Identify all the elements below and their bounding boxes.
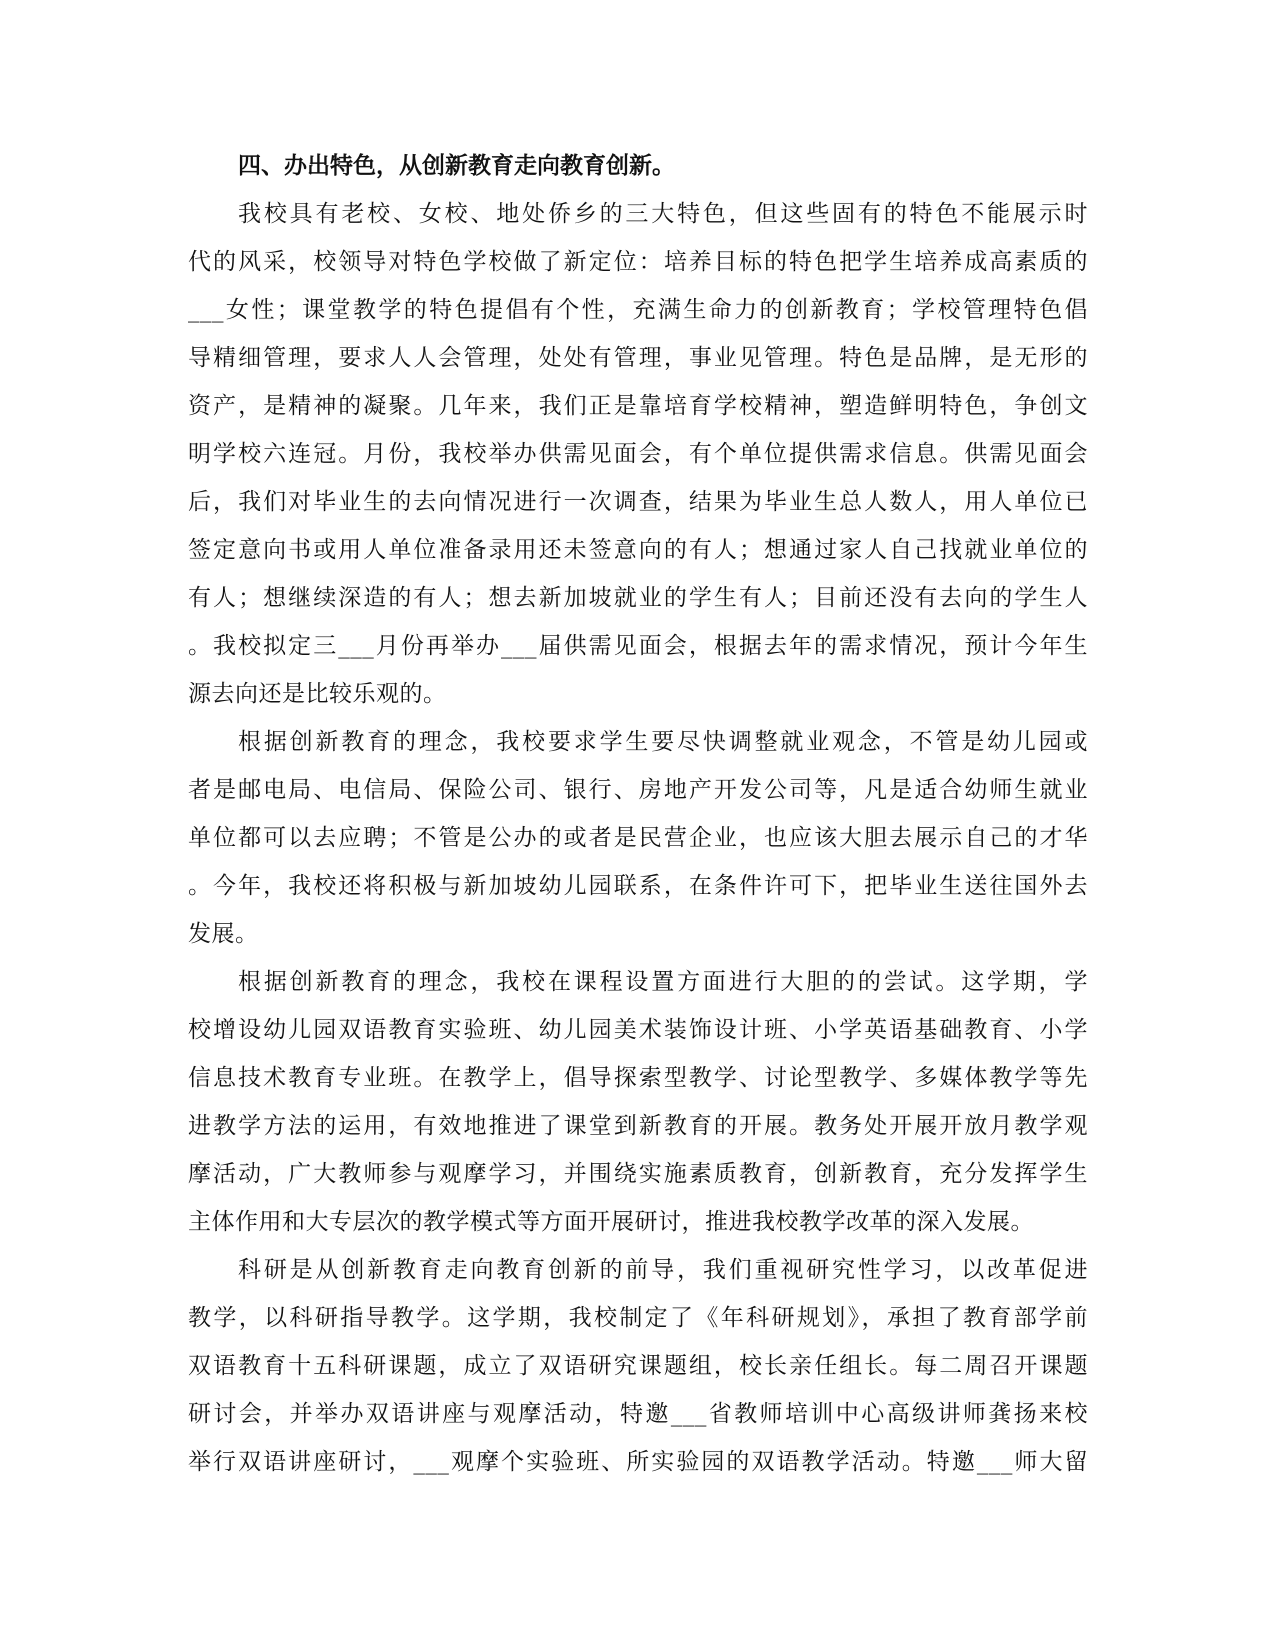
paragraph <box>188 190 1088 718</box>
text-line: 摩活动，广大教师参与观摩学习，并围绕实施素质教育，创新教育，充分发挥学生 <box>188 1161 1088 1187</box>
paragraph <box>188 1246 1088 1486</box>
text-line: 有人；想继续深造的有人；想去新加坡就业的学生有人；目前还没有去向的学生人 <box>188 585 1088 611</box>
paragraph <box>188 718 1088 958</box>
text-line: ___女性；课堂教学的特色提倡有个性，充满生命力的创新教育；学校管理特色倡 <box>188 297 1088 323</box>
text-line: 资产，是精神的凝聚。几年来，我们正是靠培育学校精神，塑造鲜明特色，争创文 <box>188 393 1088 419</box>
text-line: 源去向还是比较乐观的。 <box>188 681 447 707</box>
text-line: 根据创新教育的理念，我校在课程设置方面进行大胆的的尝试。这学期，学 <box>238 969 1088 995</box>
text-line: 单位都可以去应聘；不管是公办的或者是民营企业，也应该大胆去展示自己的才华 <box>188 825 1088 851</box>
text-line: 双语教育十五科研课题，成立了双语研究课题组，校长亲任组长。每二周召开课题 <box>188 1353 1088 1379</box>
text-line: 信息技术教育专业班。在教学上，倡导探索型教学、讨论型教学、多媒体教学等先 <box>188 1065 1088 1091</box>
text-line: 举行双语讲座研讨，___观摩个实验班、所实验园的双语教学活动。特邀___师大留 <box>188 1449 1088 1475</box>
text-line: 签定意向书或用人单位准备录用还未签意向的有人；想通过家人自己找就业单位的 <box>188 537 1088 563</box>
text-line: 发展。 <box>188 921 259 947</box>
text-line: 。我校拟定三___月份再举办___届供需见面会，根据去年的需求情况，预计今年生 <box>188 633 1088 659</box>
text-line: 明学校六连冠。月份，我校举办供需见面会，有个单位提供需求信息。供需见面会 <box>188 441 1088 467</box>
text-line: 。今年，我校还将积极与新加坡幼儿园联系，在条件许可下，把毕业生送往国外去 <box>188 873 1088 899</box>
text-line: 科研是从创新教育走向教育创新的前导，我们重视研究性学习，以改革促进 <box>238 1257 1088 1283</box>
text-line: 主体作用和大专层次的教学模式等方面开展研讨，推进我校教学改革的深入发展。 <box>188 1209 1034 1235</box>
document-body <box>188 142 1088 1486</box>
text-line: 者是邮电局、电信局、保险公司、银行、房地产开发公司等，凡是适合幼师生就业 <box>188 777 1088 803</box>
text-line: 代的风采，校领导对特色学校做了新定位：培养目标的特色把学生培养成高素质的 <box>188 249 1088 275</box>
text-line: 根据创新教育的理念，我校要求学生要尽快调整就业观念，不管是幼儿园或 <box>238 729 1088 755</box>
paragraph <box>188 958 1088 1246</box>
text-line: 进教学方法的运用，有效地推进了课堂到新教育的开展。教务处开展开放月教学观 <box>188 1113 1088 1139</box>
text-line: 研讨会，并举办双语讲座与观摩活动，特邀___省教师培训中心高级讲师龚扬来校 <box>188 1401 1088 1427</box>
text-line: 校增设幼儿园双语教育实验班、幼儿园美术装饰设计班、小学英语基础教育、小学 <box>188 1017 1088 1043</box>
text-line: 教学，以科研指导教学。这学期，我校制定了《年科研规划》，承担了教育部学前 <box>188 1305 1088 1331</box>
paragraph-container <box>188 190 1088 1486</box>
text-line: 后，我们对毕业生的去向情况进行一次调查，结果为毕业生总人数人，用人单位已 <box>188 489 1088 515</box>
text-line: 我校具有老校、女校、地处侨乡的三大特色，但这些固有的特色不能展示时 <box>238 201 1088 227</box>
section-heading: 四、办出特色，从创新教育走向教育创新。 <box>238 153 675 179</box>
text-line: 导精细管理，要求人人会管理，处处有管理，事业见管理。特色是品牌，是无形的 <box>188 345 1088 371</box>
